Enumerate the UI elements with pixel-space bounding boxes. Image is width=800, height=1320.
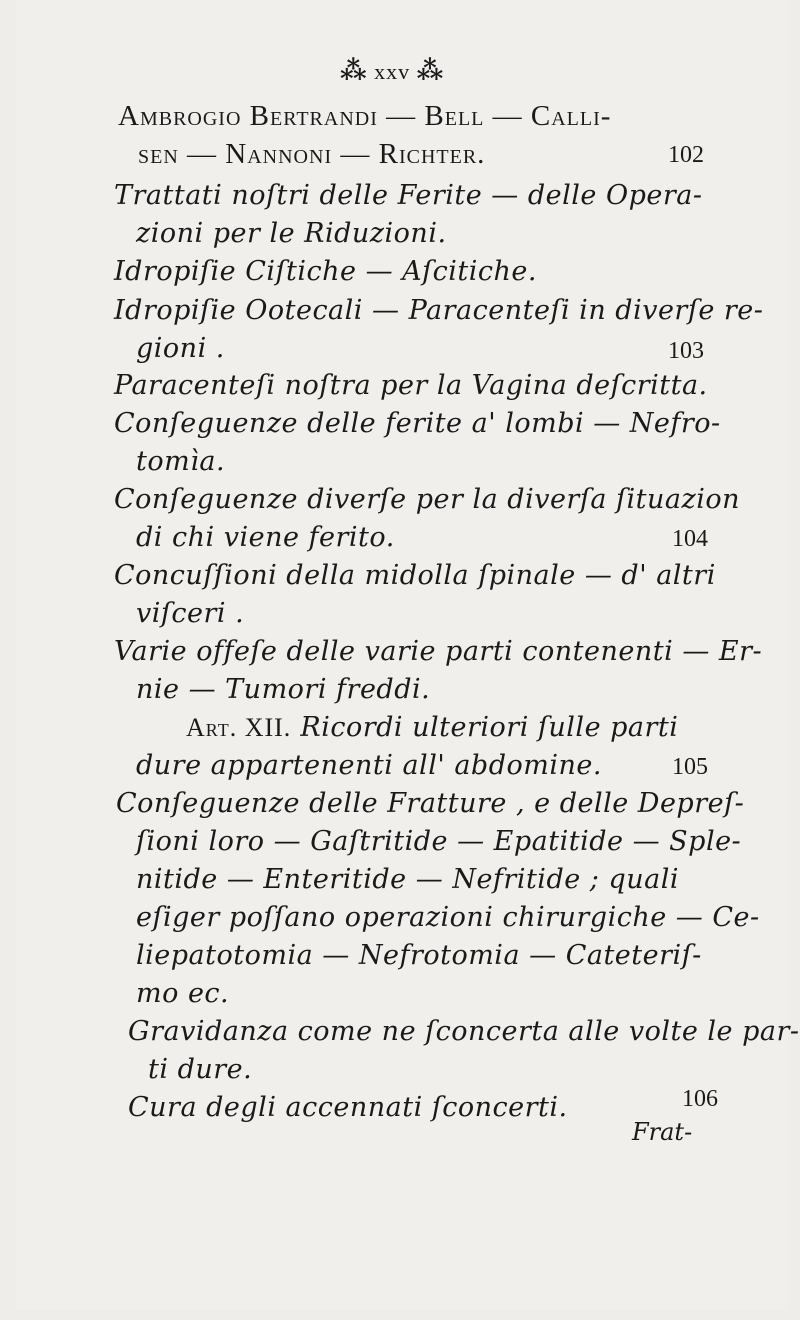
page-number: 102: [668, 142, 704, 168]
entry-line: Trattati noſtri delle Ferite — delle Opera-: [114, 180, 703, 211]
entry-line: Conſeguenze diverſe per la diverſa ſituazion: [114, 484, 740, 515]
page-number: 106: [682, 1086, 718, 1112]
entry-line: Conſeguenze delle Fratture , e delle Depreſ-: [116, 788, 745, 819]
entry-line: dure appartenenti all' abdomine.: [136, 750, 602, 781]
page-header: [340, 56, 444, 86]
catchword: Frat-: [632, 1118, 693, 1146]
page-number: 104: [672, 526, 708, 552]
entry-line: liepatotomia — Nefrotomia — Cateteriſ-: [136, 940, 702, 971]
entry-line: Varie offeſe delle varie parti contenenti — Er-: [114, 636, 763, 667]
entry-line: eſiger poſſano operazioni chirurgiche — Ce-: [136, 902, 760, 933]
entry-line: nie — Tumori freddi.: [136, 674, 431, 705]
entry-line: Paracenteſi noſtra per la Vagina deſcritta.: [114, 370, 708, 401]
article-label: Art. XII.: [186, 713, 292, 742]
entry-line: ſioni loro — Gaſtritide — Epatitide — Sple-: [136, 826, 742, 857]
entry-line: viſceri .: [136, 598, 245, 629]
entry-line: Idropiſie Ciſtiche — Aſcitiche.: [114, 256, 537, 287]
ornament-right-icon: ⁂: [416, 56, 445, 85]
entry-line: di chi viene ferito.: [136, 522, 395, 553]
article-title: Ricordi ulteriori ſulle parti: [300, 712, 679, 743]
entry-line: Ambrogio Bertrandi — Bell — Calli-: [118, 100, 612, 132]
entry-line: sen — Nannoni — Richter.: [138, 138, 486, 170]
entry-line: Concuſſioni della midolla ſpinale — d' altri: [114, 560, 716, 591]
entry-line: gioni .: [136, 333, 225, 364]
entry-line: ti dure.: [148, 1054, 253, 1085]
page-number: 105: [672, 754, 708, 780]
entry-line: Cura degli accennati ſconcerti.: [128, 1092, 568, 1123]
entry-line: tomìa.: [136, 446, 226, 477]
entry-line: mo ec.: [136, 978, 230, 1009]
entry-line: zioni per le Riduzioni.: [136, 218, 447, 249]
entry-line: Conſeguenze delle ferite a' lombi — Nefro-: [114, 408, 721, 439]
entry-line: Gravidanza come ne ſconcerta alle volte le par-: [128, 1016, 800, 1047]
entry-line: nitide — Enteritide — Nefritide ; quali: [136, 864, 680, 895]
page-numeral: xxv: [374, 59, 411, 84]
article-heading: [186, 712, 678, 743]
entry-line: Idropiſie Ootecali — Paracenteſi in diverſe re-: [114, 295, 764, 326]
ornament-left-icon: ⁂: [340, 56, 368, 85]
page-number: 103: [668, 338, 704, 364]
